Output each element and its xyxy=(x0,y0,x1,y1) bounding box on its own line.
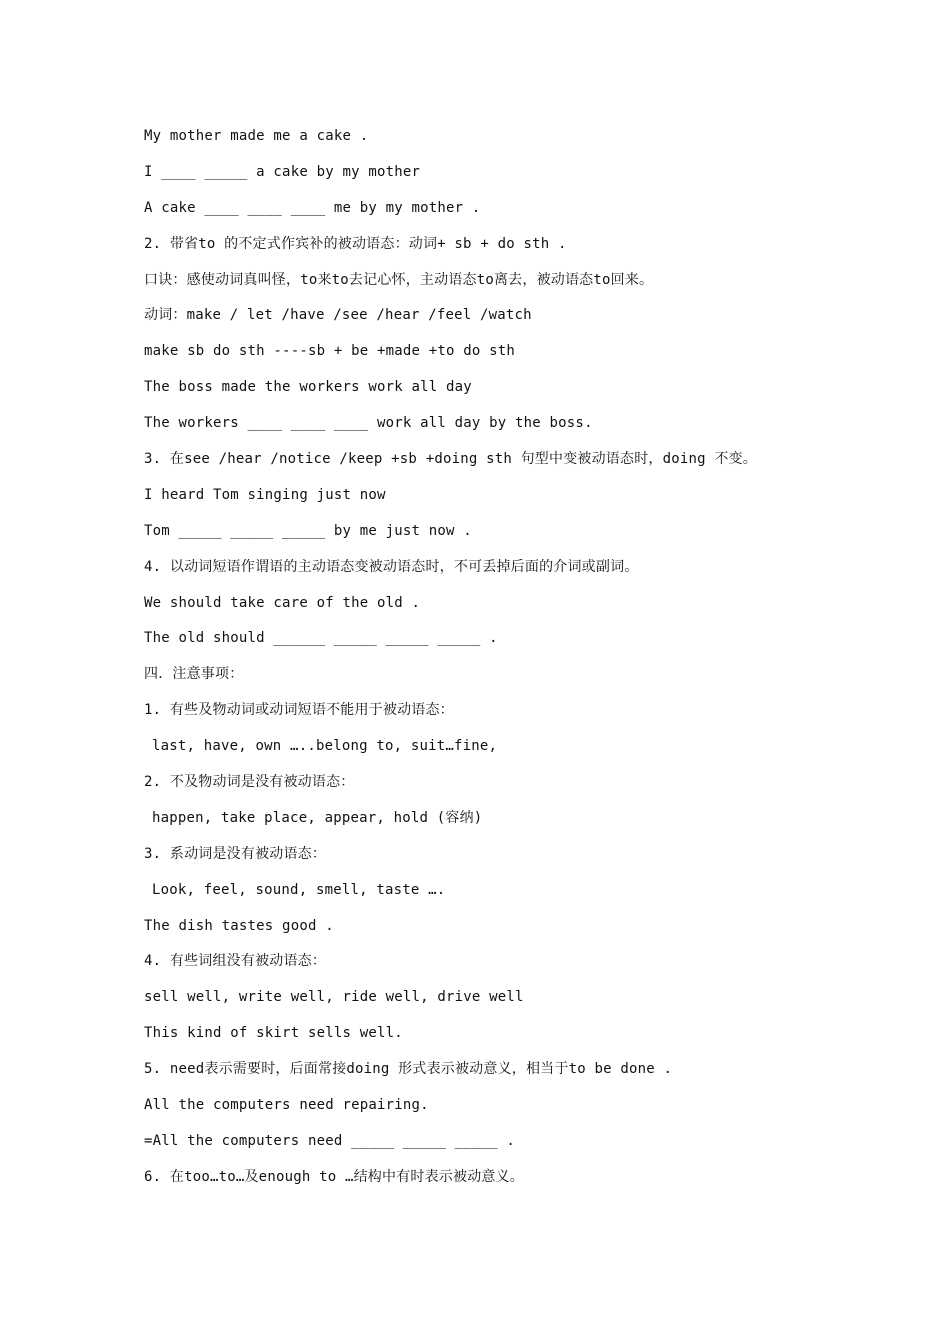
word-list-line: Look, feel, sound, smell, taste …. xyxy=(152,881,446,898)
example-line: The dish tastes good . xyxy=(144,917,334,934)
exercise-line: I ____ _____ a cake by my mother xyxy=(144,163,421,180)
example-line: All the computers need repairing. xyxy=(144,1097,429,1114)
exercise-line: The old should ______ _____ _____ _____ . xyxy=(144,630,498,647)
rule-heading: 2. 带省to 的不定式作宾补的被动语态：动词+ sb + do sth . xyxy=(144,235,567,252)
note-heading: 6. 在too…to…及enough to …结构中有时表示被动意义。 xyxy=(144,1168,525,1185)
verb-list-line: 动词：make / let /have /see /hear /feel /watch xyxy=(144,307,532,324)
rule-heading: 4. 以动词短语作谓语的主动语态变被动语态时，不可丢掉后面的介词或副词。 xyxy=(144,558,639,575)
note-heading: 1. 有些及物动词或动词短语不能用于被动语态： xyxy=(144,702,454,719)
note-heading: 4. 有些词组没有被动语态： xyxy=(144,953,327,970)
example-line: This kind of skirt sells well. xyxy=(144,1025,403,1042)
document-page xyxy=(144,119,844,1196)
exercise-line: =All the computers need _____ _____ _____ . xyxy=(144,1132,516,1149)
text-line: My mother made me a cake . xyxy=(144,128,369,144)
exercise-line: Tom _____ _____ _____ by me just now . xyxy=(144,522,472,539)
example-line: The boss made the workers work all day xyxy=(144,379,472,396)
rule-heading: 3. 在see /hear /notice /keep +sb +doing sth 句型中变被动语态时，doing 不变。 xyxy=(144,451,757,468)
section-heading: 四．注意事项： xyxy=(144,666,244,683)
word-list-line: sell well, write well, ride well, drive well xyxy=(144,989,524,1006)
note-heading: 2. 不及物动词是没有被动语态： xyxy=(144,774,355,791)
example-line: I heard Tom singing just now xyxy=(144,486,386,503)
mnemonic-line: 口诀：感使动词真叫怪，to来to去记心怀，主动语态to离去，被动语态to回来。 xyxy=(144,271,654,288)
note-heading: 3. 系动词是没有被动语态： xyxy=(144,845,327,862)
example-line: We should take care of the old . xyxy=(144,594,421,611)
word-list-line: last, have, own …..belong to, suit…fine, xyxy=(152,738,498,755)
word-list-line: happen, take place, appear, hold (容纳) xyxy=(152,809,483,826)
note-heading: 5. need表示需要时，后面常接doing 形式表示被动意义，相当于to be done . xyxy=(144,1061,673,1078)
pattern-line: make sb do sth ----sb + be +made +to do sth xyxy=(144,343,516,360)
exercise-line: A cake ____ ____ ____ me by my mother . xyxy=(144,199,481,216)
exercise-line: The workers ____ ____ ____ work all day by the boss. xyxy=(144,415,593,432)
